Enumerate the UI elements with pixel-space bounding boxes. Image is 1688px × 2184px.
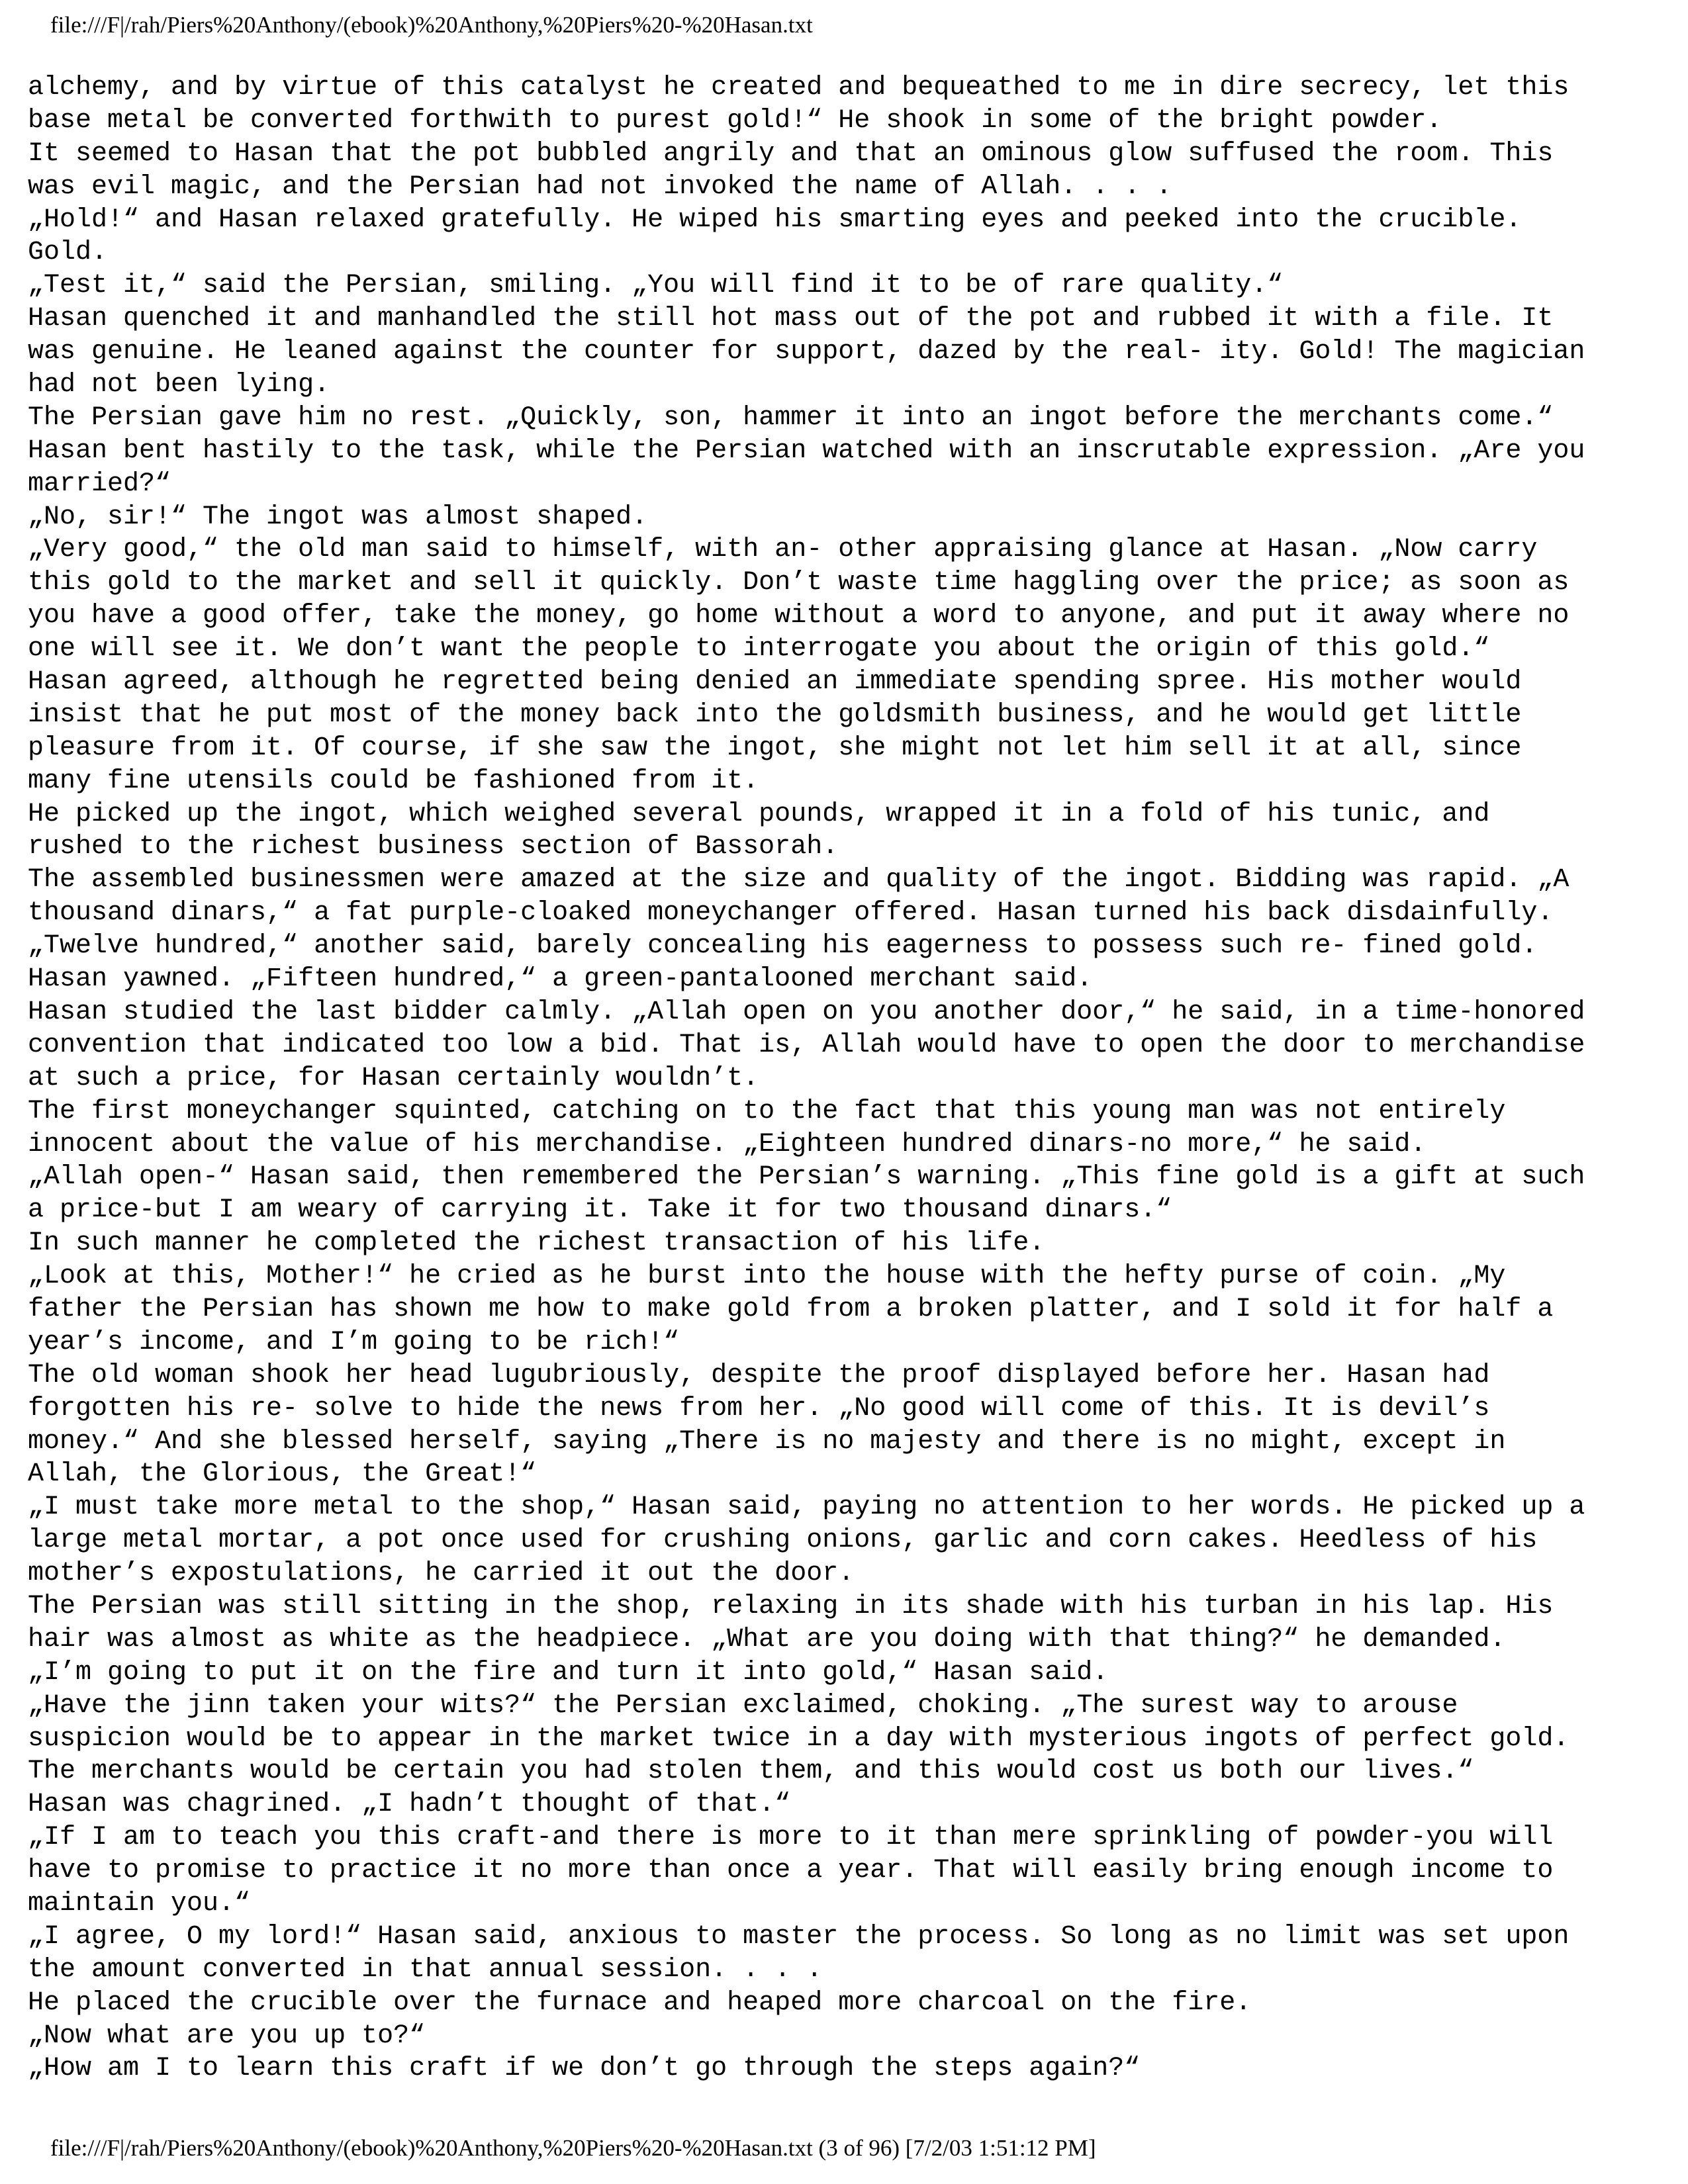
text-line: year’s income, and I’m going to be rich!“ xyxy=(28,1327,680,1357)
text-line: rushed to the richest business section of Bassorah. xyxy=(28,832,839,862)
text-line: „If I am to teach you this craft-and there is more to it than mere sprinkling of powder-you will xyxy=(28,1823,1554,1853)
text-line: The first moneychanger squinted, catching on to the fact that this young man was not entirely xyxy=(28,1096,1506,1126)
text-line: „Allah open-“ Hasan said, then remembered the Persian’s warning. „This fine gold is a gift at such xyxy=(28,1162,1585,1193)
document-body xyxy=(28,71,1663,2085)
text-line: The Persian was still sitting in the shop, relaxing in its shade with his turban in his lap. His xyxy=(28,1591,1554,1621)
text-line: at such a price, for Hasan certainly wouldn’t. xyxy=(28,1063,759,1093)
text-line: The merchants would be certain you had stolen them, and this would cost us both our lives.“ xyxy=(28,1756,1474,1787)
text-line: „Test it,“ said the Persian, smiling. „You will find it to be of rare quality.“ xyxy=(28,271,1284,301)
text-line: maintain you.“ xyxy=(28,1888,251,1919)
text-line: Hasan bent hastily to the task, while the Persian watched with an inscrutable expression. „Are you xyxy=(28,435,1585,466)
page-footer: file:///F|/rah/Piers%20Anthony/(ebook)%20Anthony,%20Piers%20-%20Hasan.txt (3 of 96) [7/2/03 1:51:12 PM] xyxy=(50,2135,1096,2161)
text-line: was genuine. He leaned against the counter for support, dazed by the real- ity. Gold! The magician xyxy=(28,337,1585,367)
text-line: one will see it. We don’t want the people to interrogate you about the origin of this gold.“ xyxy=(28,634,1490,664)
text-line: „No, sir!“ The ingot was almost shaped. xyxy=(28,502,648,532)
text-line: Allah, the Glorious, the Great!“ xyxy=(28,1459,537,1490)
text-line: thousand dinars,“ a fat purple-cloaked moneychanger offered. Hasan turned his back disdainfully. xyxy=(28,898,1554,929)
text-line: In such manner he completed the richest transaction of his life. xyxy=(28,1228,1045,1259)
text-line: „I’m going to put it on the fire and turn it into gold,“ Hasan said. xyxy=(28,1657,1109,1688)
text-line: convention that indicated too low a bid. That is, Allah would have to open the door to merchandise xyxy=(28,1030,1585,1060)
text-line: suspicion would be to appear in the market twice in a day with mysterious ingots of perfect gold. xyxy=(28,1723,1570,1754)
text-line: Hasan was chagrined. „I hadn’t thought of that.“ xyxy=(28,1790,791,1820)
text-line: pleasure from it. Of course, if she saw the ingot, she might not let him sell it at all, since xyxy=(28,733,1522,763)
text-line: the amount converted in that annual session. . . . xyxy=(28,1954,823,1985)
text-line: alchemy, and by virtue of this catalyst he created and bequeathed to me in dire secrecy, let this xyxy=(28,73,1570,103)
text-line: „Hold!“ and Hasan relaxed gratefully. He wiped his smarting eyes and peeked into the crucible. xyxy=(28,205,1522,235)
text-line: this gold to the market and sell it quickly. Don’t waste time haggling over the price; as soon as xyxy=(28,568,1570,598)
text-line: „Very good,“ the old man said to himself, with an- other appraising glance at Hasan. „Now carry xyxy=(28,535,1538,565)
text-line: The Persian gave him no rest. „Quickly, son, hammer it into an ingot before the merchants come.“ xyxy=(28,402,1554,433)
text-line: Hasan quenched it and manhandled the still hot mass out of the pot and rubbed it with a file. It xyxy=(28,304,1554,334)
text-line: He placed the crucible over the furnace and heaped more charcoal on the fire. xyxy=(28,1987,1252,2018)
text-line: It seemed to Hasan that the pot bubbled angrily and that an ominous glow suffused the room. This xyxy=(28,138,1554,169)
text-line: many fine utensils could be fashioned from it. xyxy=(28,766,759,796)
text-line: base metal be converted forthwith to purest gold!“ He shook in some of the bright powder. xyxy=(28,105,1442,136)
text-line: The assembled businessmen were amazed at the size and quality of the ingot. Bidding was rapid. „A xyxy=(28,865,1570,895)
text-line: Hasan yawned. „Fifteen hundred,“ a green-pantalooned merchant said. xyxy=(28,964,1093,995)
text-line: „Now what are you up to?“ xyxy=(28,2021,426,2051)
text-line: married?“ xyxy=(28,469,171,499)
text-line: father the Persian has shown me how to make gold from a broken platter, and I sold it for half a xyxy=(28,1294,1554,1324)
text-line: „I must take more metal to the shop,“ Hasan said, paying no attention to her words. He picked up a xyxy=(28,1492,1585,1523)
text-line: The old woman shook her head lugubriously, despite the proof displayed before her. Hasan had xyxy=(28,1360,1490,1390)
text-line: Hasan agreed, although he regretted being denied an immediate spending spree. His mother would xyxy=(28,667,1522,698)
text-line: Gold. xyxy=(28,238,108,268)
text-line: innocent about the value of his merchandise. „Eighteen hundred dinars-no more,“ he said. xyxy=(28,1129,1427,1160)
text-line: had not been lying. xyxy=(28,370,330,400)
text-line: hair was almost as white as the headpiece. „What are you doing with that thing?“ he demanded. xyxy=(28,1624,1506,1655)
text-line: you have a good offer, take the money, go home without a word to anyone, and put it away where no xyxy=(28,601,1570,631)
text-line: have to promise to practice it no more than once a year. That will easily bring enough income to xyxy=(28,1856,1554,1886)
text-line: „Twelve hundred,“ another said, barely concealing his eagerness to possess such re- fined gold. xyxy=(28,931,1538,962)
text-line: insist that he put most of the money back into the goldsmith business, and he would get little xyxy=(28,700,1522,730)
text-line: was evil magic, and the Persian had not invoked the name of Allah. . . . xyxy=(28,171,1172,202)
text-line: He picked up the ingot, which weighed several pounds, wrapped it in a fold of his tunic, and xyxy=(28,799,1490,829)
text-line: mother’s expostulations, he carried it out the door. xyxy=(28,1559,855,1589)
text-line: Hasan studied the last bidder calmly. „Allah open on you another door,“ he said, in a time-honored xyxy=(28,997,1585,1027)
text-line: „Have the jinn taken your wits?“ the Persian exclaimed, choking. „The surest way to arouse xyxy=(28,1690,1458,1721)
text-line: „Look at this, Mother!“ he cried as he burst into the house with the hefty purse of coin. „My xyxy=(28,1261,1506,1292)
text-line: large metal mortar, a pot once used for crushing onions, garlic and corn cakes. Heedless of his xyxy=(28,1525,1538,1556)
text-line: „I agree, O my lord!“ Hasan said, anxious to master the process. So long as no limit was set upon xyxy=(28,1921,1570,1952)
page-header-url: file:///F|/rah/Piers%20Anthony/(ebook)%20Anthony,%20Piers%20-%20Hasan.txt xyxy=(50,12,813,38)
text-line: a price-but I am weary of carrying it. Take it for two thousand dinars.“ xyxy=(28,1195,1172,1226)
text-line: money.“ And she blessed herself, saying „There is no majesty and there is no might, except in xyxy=(28,1426,1506,1457)
text-line: „How am I to learn this craft if we don’t go through the steps again?“ xyxy=(28,2054,1141,2084)
text-line: forgotten his re- solve to hide the news from her. „No good will come of this. It is devil’s xyxy=(28,1393,1490,1424)
